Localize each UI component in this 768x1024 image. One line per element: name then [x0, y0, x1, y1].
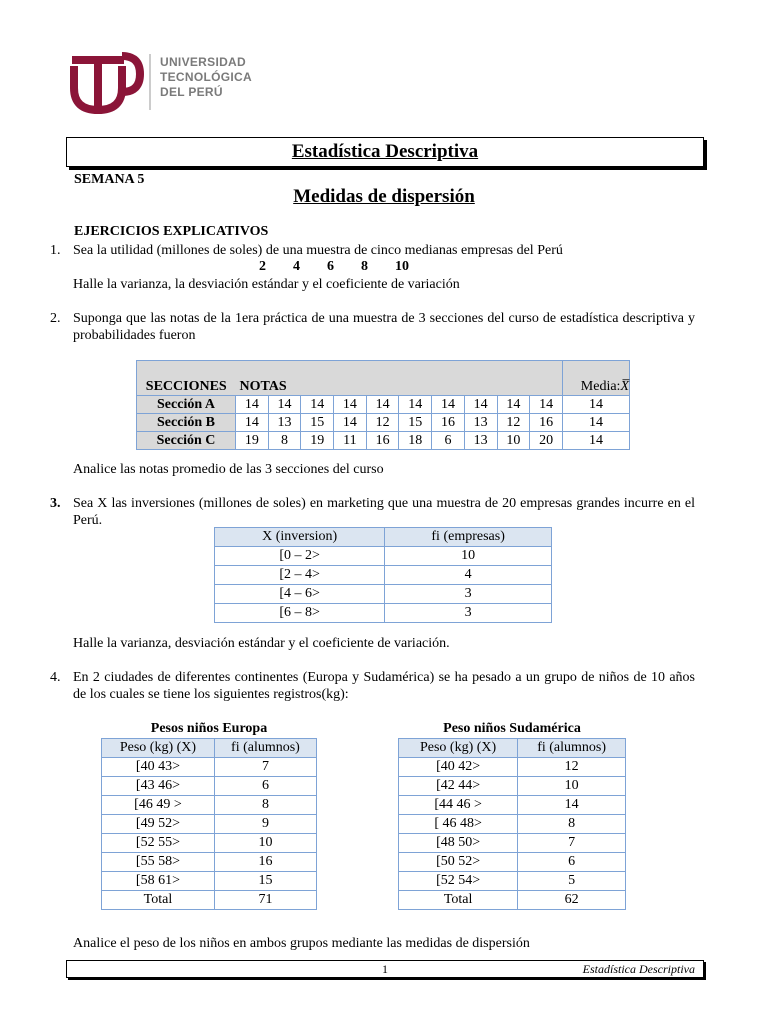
table-row — [102, 853, 317, 872]
cell: 8 — [518, 815, 626, 834]
ex4-question: Analice el peso de los niños en ambos grupos mediante las medidas de dispersión — [73, 936, 530, 951]
cell: [4 – 6> — [215, 585, 385, 604]
header-secciones: SECCIONES — [137, 361, 236, 396]
table-row — [102, 834, 317, 853]
table-row — [399, 777, 626, 796]
total-value: 71 — [214, 891, 316, 910]
sudamerica-caption: Peso niños Sudamérica — [443, 721, 581, 736]
cell: 16 — [366, 432, 399, 450]
cell: 14 — [334, 414, 367, 432]
cell: 18 — [399, 432, 432, 450]
table-row — [399, 872, 626, 891]
table-row — [399, 758, 626, 777]
ex2-text: Suponga que las notas de la 1era práctica de una muestra de 3 secciones del curso de estadística descriptiva y probabilidades fueron — [73, 311, 695, 343]
value: 6 — [327, 259, 334, 274]
value: 2 — [259, 259, 266, 274]
cell: 14 — [268, 396, 301, 414]
cell: [2 – 4> — [215, 566, 385, 585]
cell: 12 — [518, 758, 626, 777]
cell: 14 — [399, 396, 432, 414]
table-row — [137, 396, 630, 414]
europa-table — [101, 738, 317, 910]
inversion-table — [214, 527, 552, 623]
cell-media: 14 — [563, 396, 630, 414]
cell: 14 — [497, 396, 530, 414]
value: 8 — [361, 259, 368, 274]
cell: [40 43> — [102, 758, 215, 777]
cell: [46 49 > — [102, 796, 215, 815]
university-line: UNIVERSIDAD — [160, 55, 246, 69]
ex3-question: Halle la varianza, desviación estándar y el coeficiente de variación. — [73, 636, 450, 651]
notas-table — [136, 360, 630, 450]
cell: 14 — [518, 796, 626, 815]
total-label: Total — [102, 891, 215, 910]
cell: 13 — [268, 414, 301, 432]
cell: 10 — [497, 432, 530, 450]
cell: 16 — [530, 414, 563, 432]
header-cell: X (inversion) — [215, 528, 385, 547]
table-row — [215, 566, 552, 585]
cell: 15 — [301, 414, 334, 432]
cell: 3 — [385, 585, 552, 604]
table-row — [399, 815, 626, 834]
ex4-text: En 2 ciudades de diferentes continentes (Europa y Sudamérica) se ha pesado a un grupo de niños de 10 años de los cuales se tiene los siguientes registros(kg): — [73, 670, 695, 702]
cell: 12 — [366, 414, 399, 432]
header-media-label: Media: — [580, 379, 621, 394]
ex1-text: Sea la utilidad (millones de soles) de una muestra de cinco medianas empresas del Perú — [73, 243, 563, 258]
subtitle — [0, 186, 768, 208]
cell: 16 — [432, 414, 465, 432]
row-label: Sección B — [137, 414, 236, 432]
cell: 12 — [497, 414, 530, 432]
cell: [58 61> — [102, 872, 215, 891]
cell-media: 14 — [563, 432, 630, 450]
value: 4 — [293, 259, 300, 274]
subtitle-text: Medidas de dispersión — [293, 186, 475, 207]
ex2-question: Analice las notas promedio de las 3 secciones del curso — [73, 462, 384, 477]
document-title — [66, 137, 704, 167]
total-row — [102, 891, 317, 910]
table-row — [102, 758, 317, 777]
week-label: SEMANA 5 — [74, 172, 145, 187]
total-value: 62 — [518, 891, 626, 910]
university-name — [160, 55, 252, 100]
cell: 3 — [385, 604, 552, 623]
cell: [ 46 48> — [399, 815, 518, 834]
cell: 6 — [432, 432, 465, 450]
cell: 19 — [301, 432, 334, 450]
cell-media: 14 — [563, 414, 630, 432]
footer-title: Estadística Descriptiva — [582, 962, 695, 976]
cell: [52 55> — [102, 834, 215, 853]
cell: 20 — [530, 432, 563, 450]
cell: 14 — [530, 396, 563, 414]
cell: 10 — [518, 777, 626, 796]
table-row — [399, 796, 626, 815]
cell: 7 — [518, 834, 626, 853]
cell: [48 50> — [399, 834, 518, 853]
cell: [0 – 2> — [215, 547, 385, 566]
header-cell: fi (empresas) — [385, 528, 552, 547]
cell: 13 — [464, 432, 497, 450]
total-label: Total — [399, 891, 518, 910]
ex2-number: 2. — [50, 311, 61, 326]
cell: [44 46 > — [399, 796, 518, 815]
sudamerica-table — [398, 738, 626, 910]
table-row — [215, 547, 552, 566]
cell: 8 — [268, 432, 301, 450]
cell: 14 — [334, 396, 367, 414]
europa-caption: Pesos niños Europa — [150, 721, 268, 736]
table-row — [215, 604, 552, 623]
table-row — [215, 585, 552, 604]
cell: [50 52> — [399, 853, 518, 872]
cell: [49 52> — [102, 815, 215, 834]
row-label: Sección A — [137, 396, 236, 414]
cell: 5 — [518, 872, 626, 891]
ex1-values — [259, 259, 429, 275]
cell: 7 — [214, 758, 316, 777]
header-cell: fi (alumnos) — [518, 739, 626, 758]
cell: [6 – 8> — [215, 604, 385, 623]
cell: 6 — [214, 777, 316, 796]
cell: [52 54> — [399, 872, 518, 891]
ex3-text: Sea X las inversiones (millones de soles) en marketing que una muestra de 20 empresas grandes incurre en el Perú. — [73, 496, 695, 528]
table-row — [399, 853, 626, 872]
cell: [42 44> — [399, 777, 518, 796]
table-row — [102, 872, 317, 891]
cell: 4 — [385, 566, 552, 585]
page-number: 1 — [382, 962, 388, 976]
table-row — [102, 796, 317, 815]
cell: 10 — [214, 834, 316, 853]
row-label: Sección C — [137, 432, 236, 450]
value: 10 — [395, 259, 409, 274]
total-row — [399, 891, 626, 910]
table-row — [102, 777, 317, 796]
cell: 14 — [366, 396, 399, 414]
cell: 14 — [236, 396, 269, 414]
cell: 14 — [464, 396, 497, 414]
header-cell: Peso (kg) (X) — [399, 739, 518, 758]
table-row — [102, 815, 317, 834]
header-media-symbol: X̅ — [620, 379, 629, 394]
cell: [55 58> — [102, 853, 215, 872]
header-cell: Peso (kg) (X) — [102, 739, 215, 758]
ex1-question: Halle la varianza, la desviación estándar y el coeficiente de variación — [73, 277, 460, 292]
cell: 16 — [214, 853, 316, 872]
ex1-number: 1. — [50, 243, 61, 258]
cell: [43 46> — [102, 777, 215, 796]
section-heading: EJERCICIOS EXPLICATIVOS — [74, 224, 269, 239]
cell: 14 — [301, 396, 334, 414]
cell: 13 — [464, 414, 497, 432]
table-row — [137, 432, 630, 450]
university-line: TECNOLÓGICA — [160, 70, 252, 84]
cell: [40 42> — [399, 758, 518, 777]
cell: 15 — [399, 414, 432, 432]
cell: 14 — [236, 414, 269, 432]
cell: 10 — [385, 547, 552, 566]
cell: 14 — [432, 396, 465, 414]
header-cell: fi (alumnos) — [214, 739, 316, 758]
table-row — [399, 834, 626, 853]
cell: 15 — [214, 872, 316, 891]
ex3-number: 3. — [50, 496, 61, 511]
header-media — [563, 361, 630, 396]
header-notas: NOTAS — [236, 361, 563, 396]
title-text: Estadística Descriptiva — [291, 141, 479, 162]
cell: 9 — [214, 815, 316, 834]
cell: 11 — [334, 432, 367, 450]
ex4-number: 4. — [50, 670, 61, 685]
cell: 19 — [236, 432, 269, 450]
cell: 8 — [214, 796, 316, 815]
university-line: DEL PERÚ — [160, 85, 223, 99]
cell: 6 — [518, 853, 626, 872]
page-footer — [66, 960, 704, 978]
table-row — [137, 414, 630, 432]
